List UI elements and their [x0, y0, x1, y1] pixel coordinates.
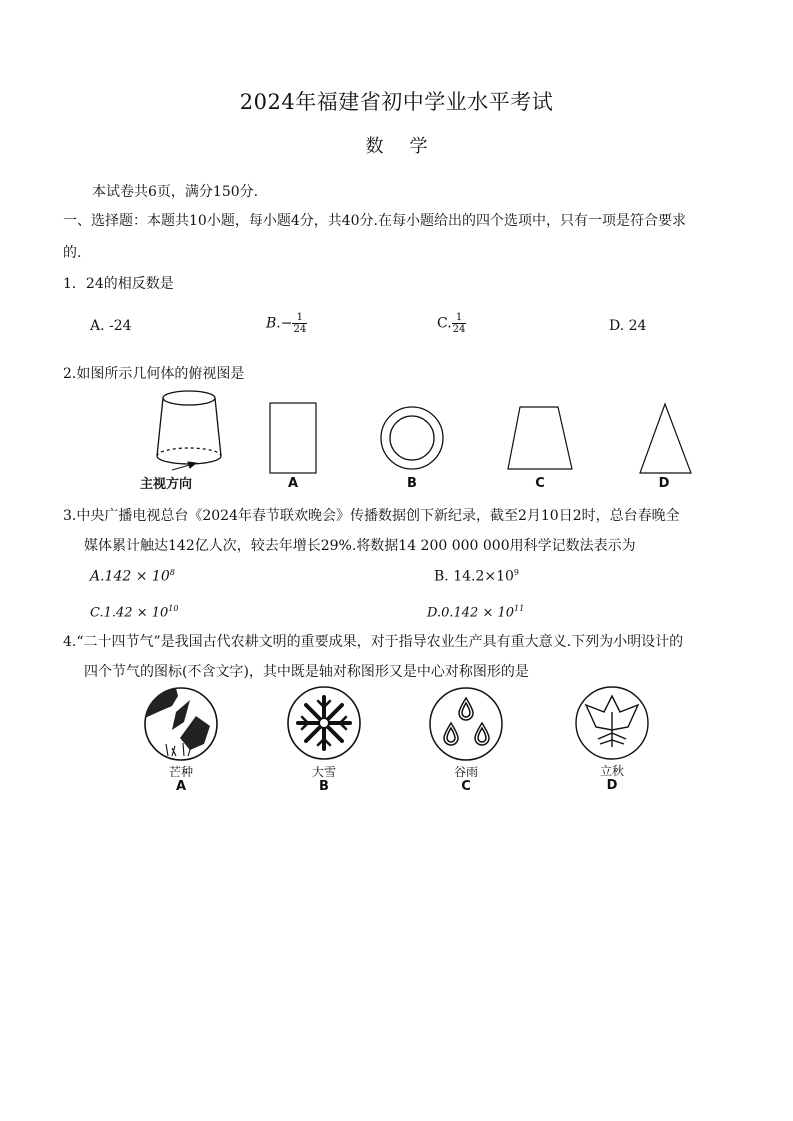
- icon-mangzhong: [145, 688, 217, 760]
- section-heading-line1: 一、选择题：本题共10小题，每小题4分，共40分.在每小题给出的四个选项中，只有一项是符合要求: [63, 213, 686, 229]
- q4-stem-line1: 4.“二十四节气”是我国古代农耕文明的重要成果，对于指导农业生产具有重大意义.下列为小明设计的: [63, 634, 684, 650]
- icon-b-name: 大雪: [311, 765, 336, 779]
- q1-option-c-fraction: $\frac{1}{24}$: [452, 312, 466, 335]
- q2-label-a: A: [287, 476, 299, 491]
- icon-a-name: 芒种: [168, 765, 193, 779]
- q3-stem-line2: 媒体累计触达142亿人次，较去年增长29%.将数据14 200 000 000用科学记数法表示为: [84, 538, 636, 554]
- q3-option-d: $D.0.142 \times 10^{11}$: [427, 604, 525, 621]
- icon-c-letter: C: [461, 779, 471, 794]
- frustum-solid: [157, 391, 221, 464]
- q1-option-b-fraction: $\frac{1}{24}$: [293, 312, 307, 335]
- q2-option-c-trapezoid: [508, 407, 572, 469]
- q2-stem: 2.如图所示几何体的俯视图是: [63, 366, 245, 382]
- q3-option-a: $A.142 \times 10^8$: [90, 568, 175, 585]
- icon-d-name: 立秋: [599, 764, 624, 778]
- icon-c-name: 谷雨: [453, 765, 478, 779]
- icon-liqiu: [576, 687, 648, 759]
- q3-option-c: $C.1.42 \times 10^{10}$: [90, 604, 179, 621]
- q2-label-c: C: [535, 476, 545, 491]
- q3-stem-line1: 3.中央广播电视总台《2024年春节联欢晚会》传播数据创下新纪录，截至2月10日2时，总台春晚全: [63, 508, 680, 524]
- q2-view-direction-label: 主视方向: [140, 477, 193, 492]
- q1-option-c-prefix: C.: [437, 315, 452, 332]
- icon-guyu: [430, 688, 502, 760]
- q4-stem-line2: 四个节气的图标(不含文字)，其中既是轴对称图形又是中心对称图形的是: [84, 664, 529, 680]
- q1-option-b-prefix: B.−: [266, 315, 293, 332]
- q1-stem: 1．24的相反数是: [63, 276, 174, 292]
- section-heading-line2: 的.: [63, 245, 82, 261]
- q3-option-b: B. $14.2\times 10^9$: [434, 568, 519, 585]
- q2-label-d: D: [658, 476, 670, 491]
- q2-option-d-triangle: [640, 404, 691, 473]
- icon-d-letter: D: [606, 778, 618, 793]
- page-title: 2024年福建省初中学业水平考试: [239, 90, 554, 114]
- q1-option-a: A. -24: [90, 318, 132, 334]
- subject-title: 数学: [365, 136, 454, 157]
- q2-option-b-ring: [381, 407, 443, 469]
- q2-label-b: B: [407, 476, 417, 491]
- icon-daxue: [288, 687, 360, 759]
- exam-intro: 本试卷共6页，满分150分.: [92, 184, 259, 200]
- icon-a-letter: A: [175, 779, 187, 794]
- icon-b-letter: B: [319, 779, 329, 794]
- q1-option-d: D. 24: [609, 318, 647, 334]
- q2-option-a-rectangle: [270, 403, 316, 473]
